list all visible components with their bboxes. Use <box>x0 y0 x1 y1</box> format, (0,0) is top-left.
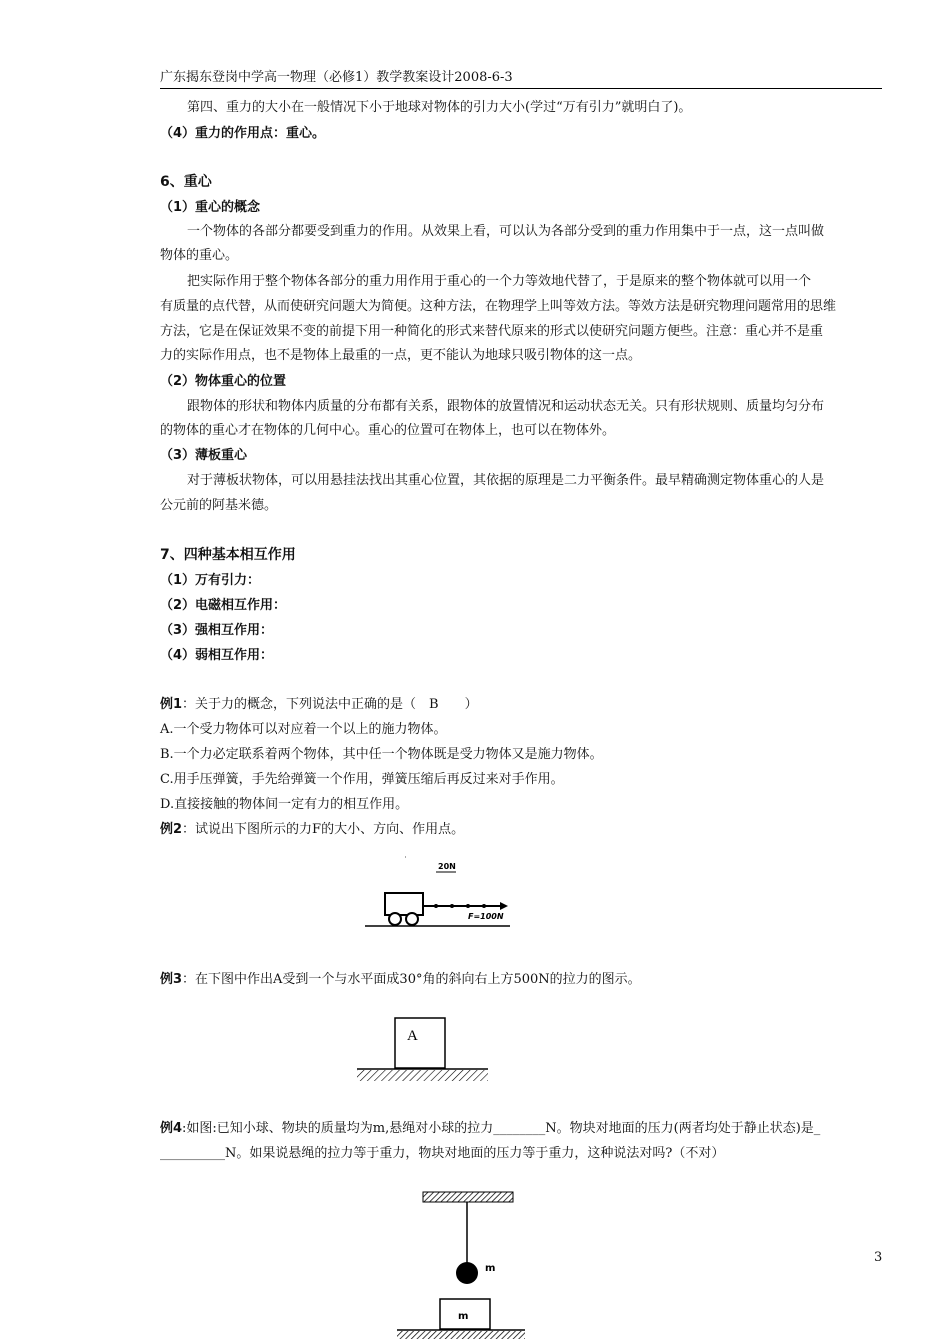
paragraph-line: 有质量的点代替，从而使研究问题大为简便。这种方法，在物理学上叫等效方法。等效方法是研究物理问题常用的思维 <box>160 299 837 314</box>
paragraph-line: 物体的重心。 <box>160 248 239 263</box>
example-1 <box>160 695 882 715</box>
ceiling <box>423 1192 513 1202</box>
example-4 <box>160 1119 882 1139</box>
cart-body <box>385 893 423 915</box>
page-header: 广东揭东登岗中学高一物理（必修1）教学教案设计2008-6-3 <box>160 66 882 89</box>
ground-hatch <box>357 1070 488 1081</box>
subheading: （2）物体重心的位置 <box>160 374 287 389</box>
example-label: 例2 <box>160 822 183 837</box>
example-2 <box>160 820 882 840</box>
example-label: 例3 <box>160 972 183 987</box>
ball-label: m <box>485 1263 496 1274</box>
scale-label: 20N <box>438 862 456 871</box>
paragraph-line: 公元前的阿基米德。 <box>160 498 278 513</box>
ground-hatch <box>397 1331 525 1339</box>
paragraph-line: 一个物体的各部分都要受到重力的作用。从效果上看，可以认为各部分受到的重力作用集中于一点，这一点叫做 <box>187 224 825 239</box>
option-d: D.直接接触的物体间一定有力的相互作用。 <box>160 797 409 812</box>
paragraph-line: 对于薄板状物体，可以用悬挂法找出其重心位置，其依据的原理是二力平衡条件。最早精确测定物体重心的人是 <box>187 473 825 488</box>
block-figure <box>355 1015 495 1085</box>
paragraph-line: 的物体的重心才在物体的几何中心。重心的位置可在物体上，也可以在物体外。 <box>160 423 616 438</box>
subheading: （4）重力的作用点：重心。 <box>160 126 326 141</box>
example-3 <box>160 970 882 990</box>
cart-force-figure <box>360 855 520 933</box>
subheading: （4）弱相互作用： <box>160 648 274 663</box>
section-heading-7: 7、四种基本相互作用 <box>160 547 296 563</box>
example-text: ：在下图中作出A受到一个与水平面成30°角的斜向右上方500N的拉力的图示。 <box>182 972 641 987</box>
subheading: （3）强相互作用： <box>160 623 274 638</box>
paragraph-line: 方法，它是在保证效果不变的前提下用一种简化的形式来替代原来的形式以使研究问题方便些。注意：重心并不是重 <box>160 324 824 339</box>
block-label: A <box>407 1028 418 1044</box>
paragraph-line: 跟物体的形状和物体内质量的分布都有关系，跟物体的放置情况和运动状态无关。只有形状规则、质量均匀分布 <box>187 399 825 414</box>
subheading: （2）电磁相互作用： <box>160 598 287 613</box>
option-a: A.一个受力物体可以对应着一个以上的施力物体。 <box>160 722 447 737</box>
option-b: B.一个力必定联系着两个物体，其中任一个物体既是受力物体又是施力物体。 <box>160 747 603 762</box>
cart-wheel <box>389 913 401 925</box>
cart-wheel <box>406 913 418 925</box>
subheading: （3）薄板重心 <box>160 448 248 463</box>
example-text: ：试说出下图所示的力F的大小、方向、作用点。 <box>182 822 465 837</box>
paragraph-line: 把实际作用于整个物体各部分的重力用作用于重心的一个力等效地代替了，于是原来的整个物体就可以用一个 <box>187 274 812 289</box>
box-label: m <box>458 1311 469 1322</box>
block-a <box>395 1018 445 1068</box>
example-label: 例1 <box>160 697 183 712</box>
hanging-ball-figure <box>395 1185 535 1344</box>
example-text: ：关于力的概念，下列说法中正确的是（ B ） <box>182 697 478 712</box>
option-c: C.用手压弹簧，手先给弹簧一个作用，弹簧压缩后再反过来对手作用。 <box>160 772 564 787</box>
subheading: （1）万有引力： <box>160 573 261 588</box>
example-text: :如图:已知小球、物块的质量均为m,悬绳对小球的拉力________N。物块对地面的压力(两者均处于静止状态)是_ <box>182 1121 821 1136</box>
force-label: F=100N <box>468 912 504 921</box>
subheading: （1）重心的概念 <box>160 200 261 215</box>
ball <box>456 1262 478 1284</box>
example-label: 例4 <box>160 1121 183 1136</box>
paragraph-line: 力的实际作用点，也不是物体上最重的一点，更不能认为地球只吸引物体的这一点。 <box>160 348 642 363</box>
section-heading-6: 6、重心 <box>160 174 212 190</box>
page-number: 3 <box>874 1250 883 1265</box>
paragraph-line: 第四、重力的大小在一般情况下小于地球对物体的引力大小(学过“万有引力”就明白了)。 <box>187 100 692 115</box>
paragraph-line: __________N。如果说悬绳的拉力等于重力，物块对地面的压力等于重力，这种说法对吗?（不对） <box>160 1146 725 1161</box>
